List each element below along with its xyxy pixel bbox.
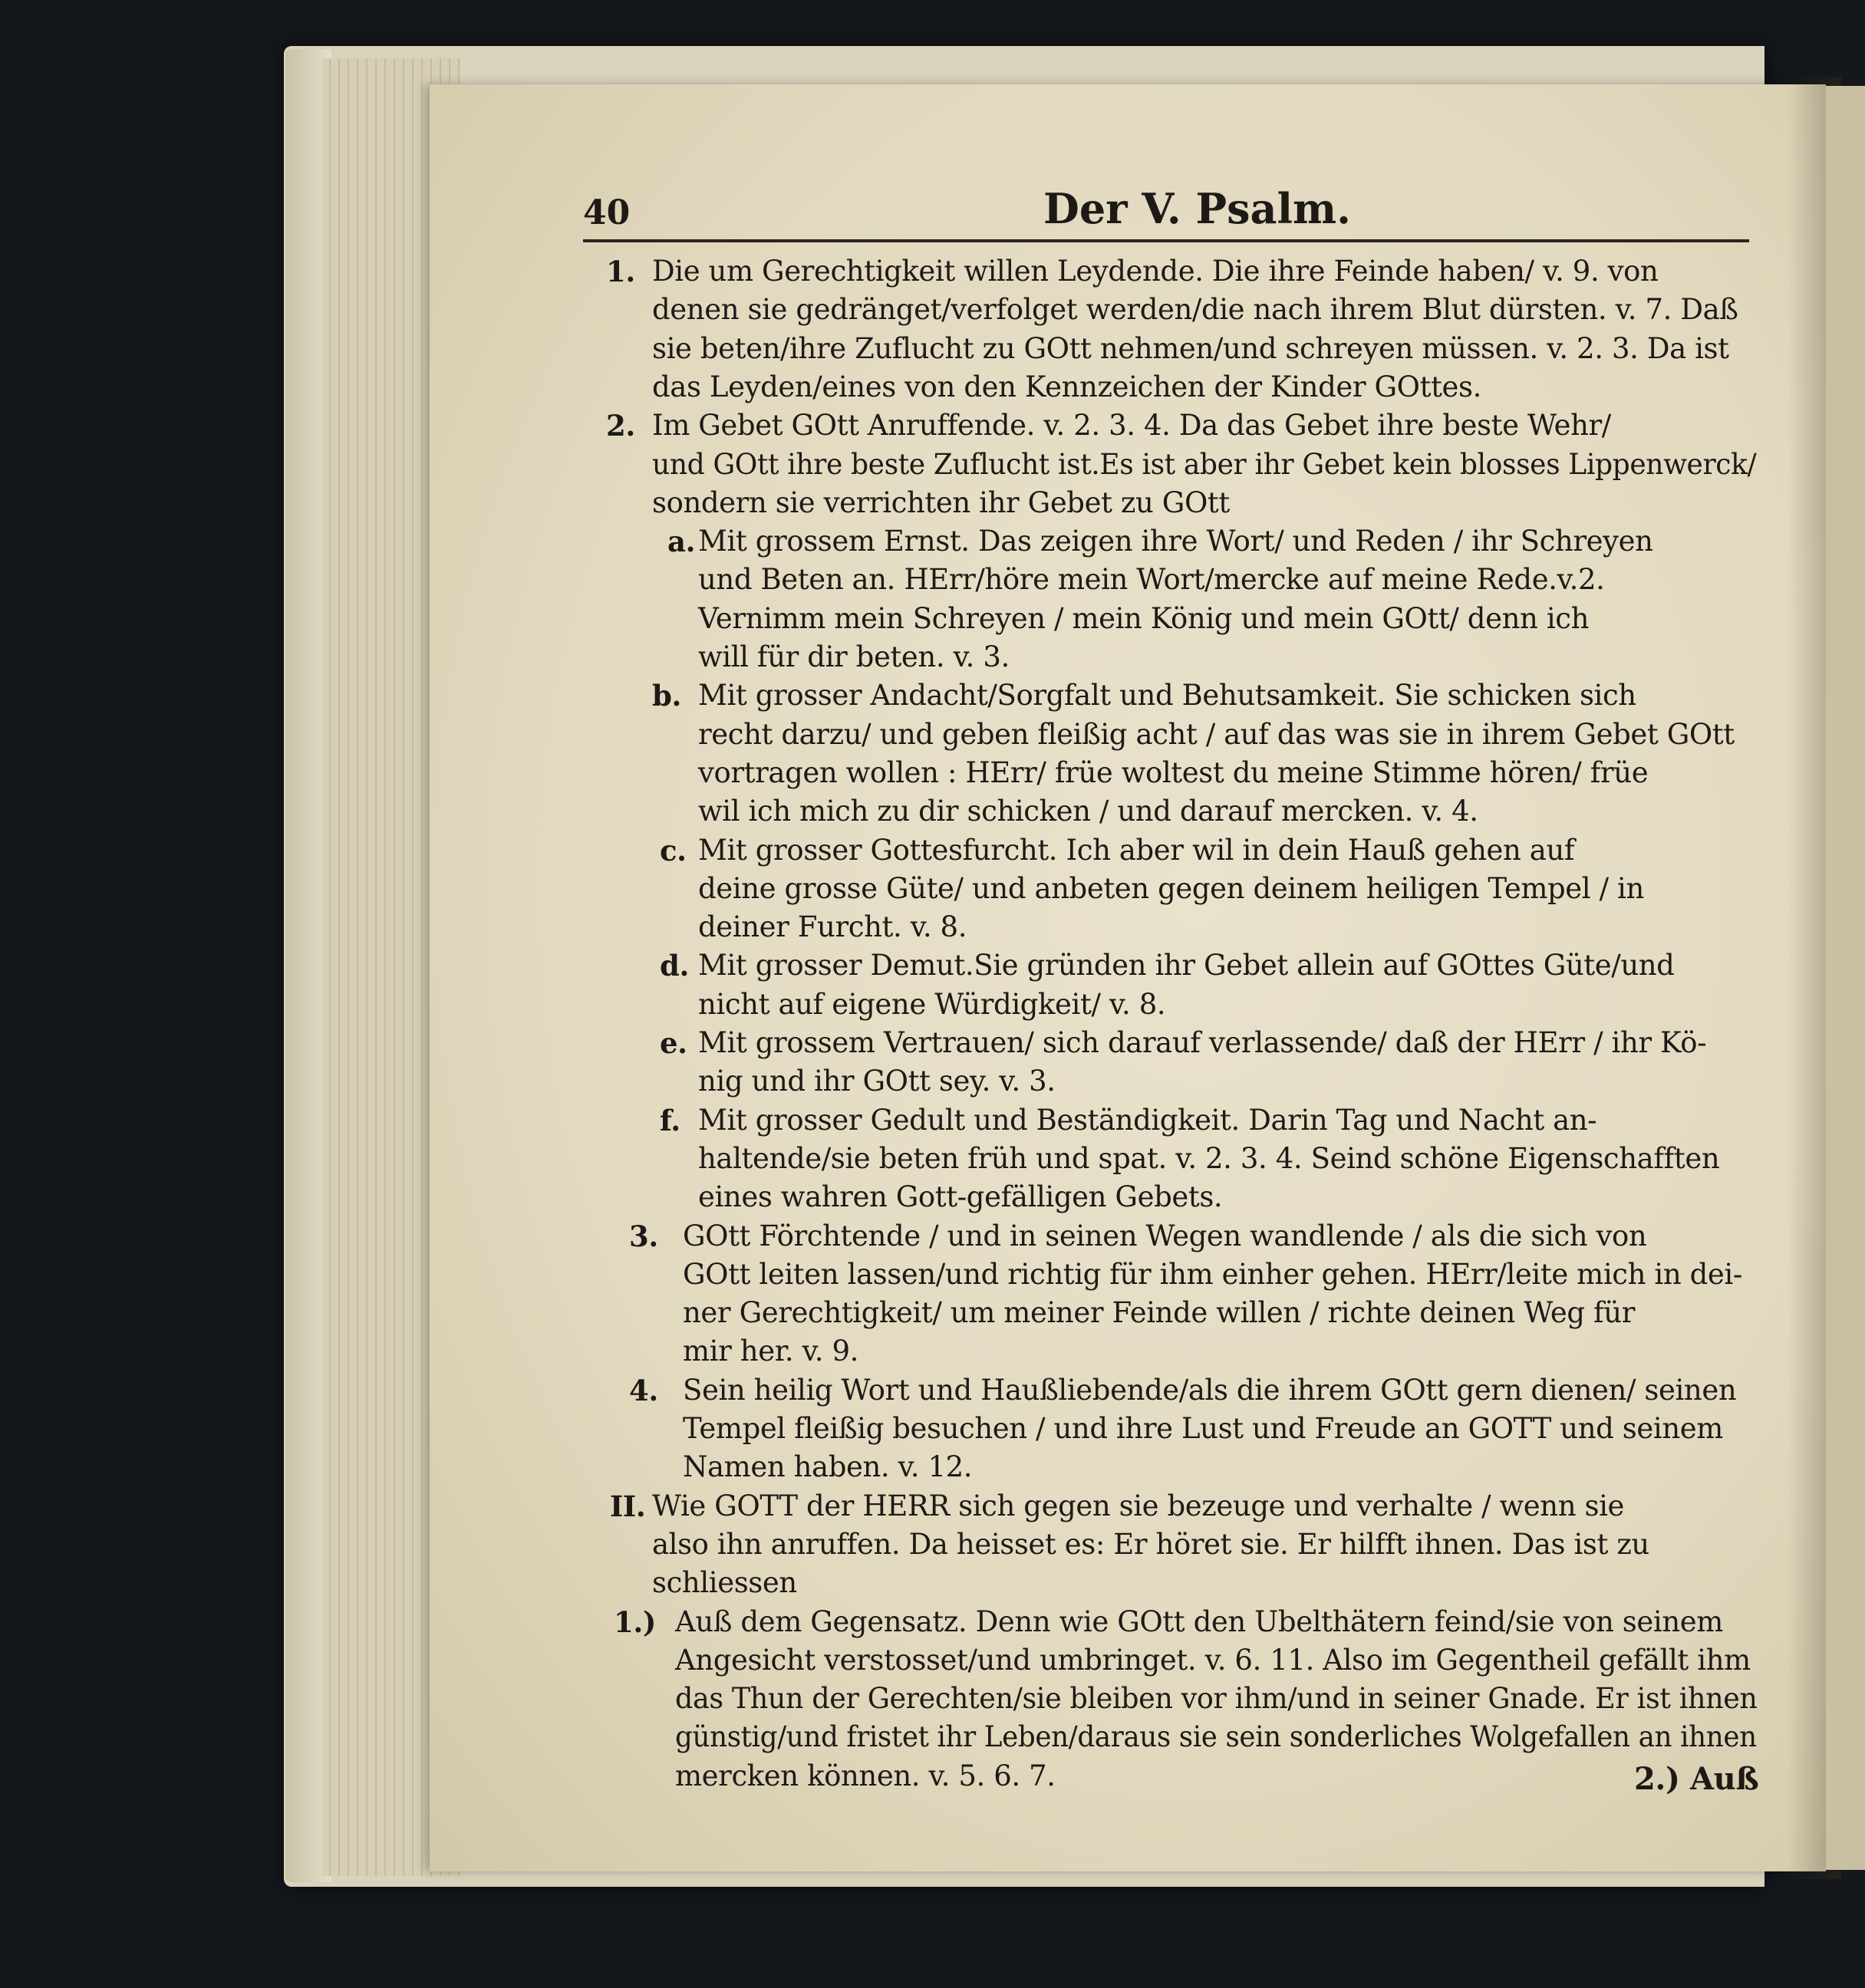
text-line: nig und ihr GOtt sey. v. 3. — [698, 1065, 1056, 1098]
text-line: Mit grosser Gedult und Beständigkeit. Darin Tag und Nacht an- — [698, 1104, 1597, 1137]
text-line: Mit grossem Ernst. Das zeigen ihre Wort/ und Reden / ihr Schreyen — [698, 525, 1653, 558]
text-line: Mit grosser Andacht/Sorgfalt und Behutsamkeit. Sie schicken sich — [698, 679, 1636, 712]
item-marker: b. — [652, 679, 681, 713]
item-marker: 3. — [629, 1219, 658, 1253]
page-number: 40 — [583, 193, 631, 232]
item-marker: e. — [660, 1026, 687, 1060]
catchword: 2.) Auß — [1634, 1761, 1759, 1797]
text-line: recht darzu/ und geben fleißig acht / auf das was sie in ihrem Gebet GOtt — [698, 718, 1735, 751]
text-line: schliessen — [652, 1566, 797, 1599]
text-line: nicht auf eigene Würdigkeit/ v. 8. — [698, 988, 1166, 1021]
text-line: Wie GOTT der HERR sich gegen sie bezeuge und verhalte / wenn sie — [652, 1489, 1625, 1522]
text-line: will für dir beten. v. 3. — [698, 640, 1010, 673]
text-line: GOtt leiten lassen/und richtig für ihm einher gehen. HErr/leite mich in dei- — [683, 1258, 1742, 1291]
item-marker: 2. — [606, 409, 635, 443]
text-line: Mit grosser Gottesfurcht. Ich aber wil in dein Hauß gehen auf — [698, 834, 1575, 867]
text-line: mercken können. v. 5. 6. 7. — [675, 1759, 1056, 1792]
text-line: Namen haben. v. 12. — [683, 1450, 973, 1483]
text-line: Mit grossem Vertrauen/ sich darauf verlassende/ daß der HErr / ihr Kö- — [698, 1026, 1707, 1059]
text-line: Die um Gerechtigkeit willen Leydende. Die ihre Feinde haben/ v. 9. von — [652, 255, 1659, 288]
text-line: Auß dem Gegensatz. Denn wie GOtt den Ubelthätern feind/sie von seinem — [675, 1605, 1723, 1638]
text-line: eines wahren Gott-gefälligen Gebets. — [698, 1180, 1223, 1213]
text-line: also ihn anruffen. Da heisset es: Er höret sie. Er hilfft ihnen. Das ist zu — [652, 1528, 1649, 1561]
text-line: GOtt Förchtende / und in seinen Wegen wandlende / als die sich von — [683, 1219, 1647, 1252]
item-marker: 1.) — [614, 1605, 656, 1639]
text-line: vortragen wollen : HErr/ früe woltest du meine Stimme hören/ früe — [698, 756, 1649, 789]
item-marker: 4. — [629, 1374, 658, 1407]
item-marker: d. — [660, 949, 689, 982]
text-line: Mit grosser Demut.Sie gründen ihr Gebet allein auf GOttes Güte/und — [698, 949, 1675, 982]
text-line: sie beten/ihre Zuflucht zu GOtt nehmen/und schreyen müssen. v. 2. 3. Da ist — [652, 332, 1729, 365]
text-line: günstig/und fristet ihr Leben/daraus sie sein sonderliches Wolgefallen an ihnen — [675, 1720, 1757, 1753]
text-line: Tempel fleißig besuchen / und ihre Lust und Freude an GOTT und seinem — [683, 1412, 1723, 1445]
text-line: Sein heilig Wort und Haußliebende/als die ihrem GOtt gern dienen/ seinen — [683, 1374, 1737, 1407]
text-line: sondern sie verrichten ihr Gebet zu GOtt — [652, 486, 1230, 519]
header-rule — [583, 239, 1749, 242]
text-line: Angesicht verstosset/und umbringet. v. 6. 11. Also im Gegentheil gefällt ihm — [675, 1644, 1751, 1677]
text-line: ner Gerechtigkeit/ um meiner Feinde willen / richte deinen Weg für — [683, 1296, 1635, 1329]
text-line: mir her. v. 9. — [683, 1335, 858, 1368]
item-marker: 1. — [606, 255, 635, 288]
text-line: haltende/sie beten früh und spat. v. 2. 3. 4. Seind schöne Eigenschafften — [698, 1142, 1720, 1175]
text-line: denen sie gedränget/verfolget werden/die nach ihrem Blut dürsten. v. 7. Daß — [652, 293, 1738, 326]
text-line: wil ich mich zu dir schicken / und darauf mercken. v. 4. — [698, 795, 1478, 828]
text-line: und Beten an. HErr/höre mein Wort/mercke auf meine Rede.v.2. — [698, 563, 1605, 596]
running-title: Der V. Psalm. — [1043, 184, 1351, 233]
item-marker: f. — [660, 1104, 680, 1137]
text-line: und GOtt ihre beste Zuflucht ist.Es ist aber ihr Gebet kein blosses Lippenwerck/ — [652, 448, 1757, 481]
text-line: Vernimm mein Schreyen / mein König und mein GOtt/ denn ich — [698, 602, 1589, 635]
text-line: deiner Furcht. v. 8. — [698, 910, 967, 943]
item-marker: II. — [610, 1489, 646, 1523]
text-line: das Leyden/eines von den Kennzeichen der Kinder GOttes. — [652, 370, 1481, 403]
text-line: Im Gebet GOtt Anruffende. v. 2. 3. 4. Da das Gebet ihre beste Wehr/ — [652, 409, 1611, 442]
text-line: deine grosse Güte/ und anbeten gegen deinem heiligen Tempel / in — [698, 872, 1644, 905]
item-marker: c. — [660, 834, 687, 867]
item-marker: a. — [667, 525, 696, 558]
text-line: das Thun der Gerechten/sie bleiben vor ihm/und in seiner Gnade. Er ist ihnen — [675, 1682, 1758, 1715]
